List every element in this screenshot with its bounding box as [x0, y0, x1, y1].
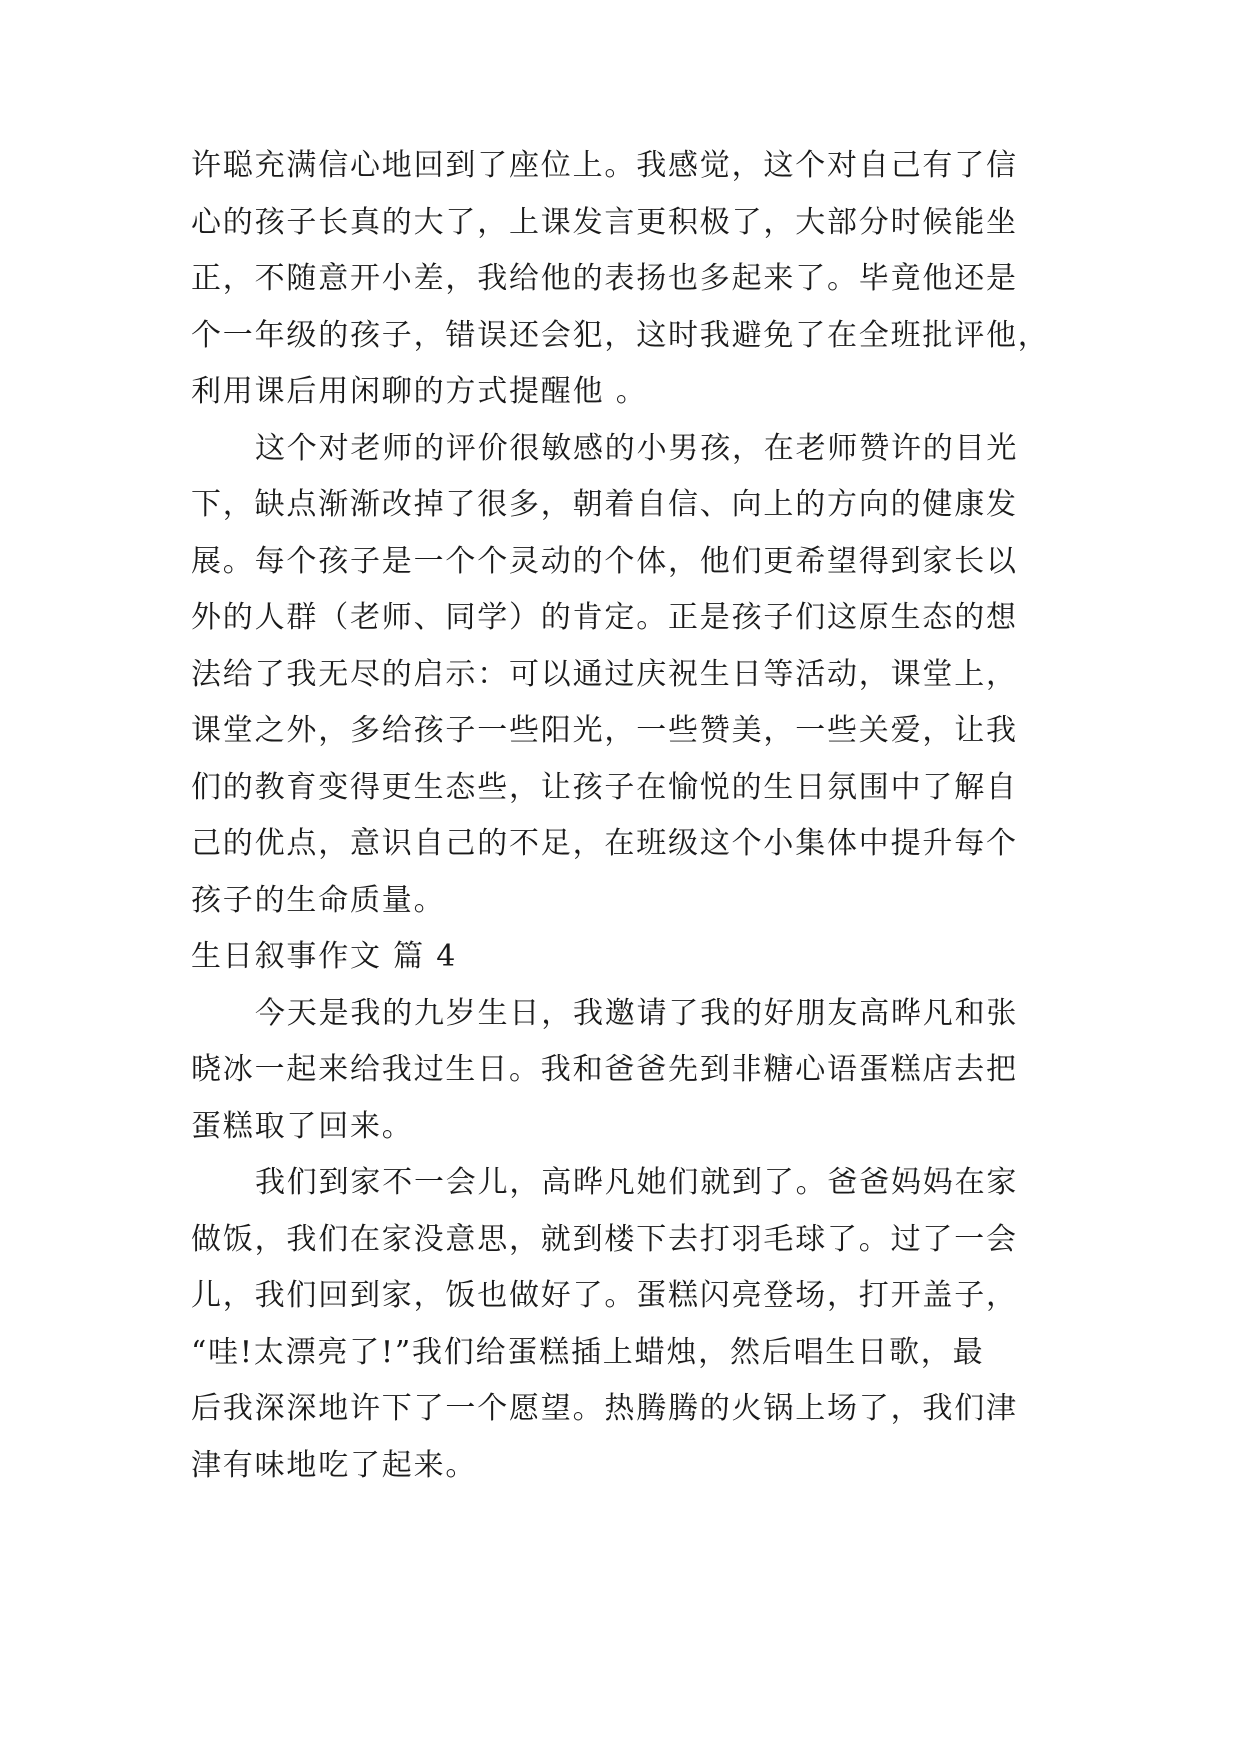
text-line: 做饭，我们在家没意思，就到楼下去打羽毛球了。过了一会 — [191, 1221, 1018, 1257]
text-line: “哇!太漂亮了!”我们给蛋糕插上蜡烛，然后唱生日歌，最 — [191, 1334, 985, 1370]
text-line: 课堂之外，多给孩子一些阳光，一些赞美，一些关爱，让我 — [191, 713, 1018, 748]
text-line: 晓冰一起来给我过生日。我和爸爸先到非糖心语蛋糕店去把 — [191, 1052, 1018, 1087]
text-line: 后我深深地许下了一个愿望。热腾腾的火锅上场了，我们津 — [191, 1391, 1018, 1426]
document-body — [191, 138, 1091, 1494]
text-line: 孩子的生命质量。 — [191, 882, 446, 918]
text-line: 个一年级的孩子，错误还会犯，这时我避免了在全班批评他， — [191, 317, 1050, 353]
text-line: 己的优点，意识自己的不足，在班级这个小集体中提升每个 — [191, 826, 1018, 861]
paragraph — [191, 138, 1091, 421]
text-line: 展。每个孩子是一个个灵动的个体，他们更希望得到家长以 — [191, 543, 1018, 579]
text-line: 蛋糕取了回来。 — [191, 1108, 414, 1144]
text-line: 儿，我们回到家，饭也做好了。蛋糕闪亮登场，打开盖子， — [191, 1278, 1018, 1313]
paragraph — [191, 986, 1091, 1156]
text-line: 正，不随意开小差，我给他的表扬也多起来了。毕竟他还是 — [191, 261, 1018, 296]
text-line: 们的教育变得更生态些，让孩子在愉悦的生日氛围中了解自 — [191, 769, 1018, 805]
text-line: 心的孩子长真的大了，上课发言更积极了，大部分时候能坐 — [191, 204, 1018, 240]
heading-text: 生日叙事作文 篇 4 — [191, 939, 458, 974]
text-line: 津有味地吃了起来。 — [191, 1447, 478, 1483]
text-line: 下，缺点渐渐改掉了很多，朝着自信、向上的方向的健康发 — [191, 487, 1018, 522]
text-line: 利用课后用闲聊的方式提醒他 。 — [191, 374, 648, 409]
paragraph — [191, 421, 1091, 930]
text-line: 许聪充满信心地回到了座位上。我感觉，这个对自己有了信 — [191, 148, 1018, 183]
text-line: 我们到家不一会儿，高晔凡她们就到了。爸爸妈妈在家 — [255, 1165, 1019, 1200]
section-heading — [191, 929, 1091, 986]
text-line: 外的人群（老师、同学）的肯定。正是孩子们这原生态的想 — [191, 600, 1018, 635]
paragraph — [191, 1155, 1091, 1494]
text-line: 这个对老师的评价很敏感的小男孩，在老师赞许的目光 — [255, 430, 1019, 466]
text-line: 法给了我无尽的启示：可以通过庆祝生日等活动，课堂上， — [191, 656, 1018, 692]
text-line: 今天是我的九岁生日，我邀请了我的好朋友高晔凡和张 — [255, 995, 1019, 1031]
